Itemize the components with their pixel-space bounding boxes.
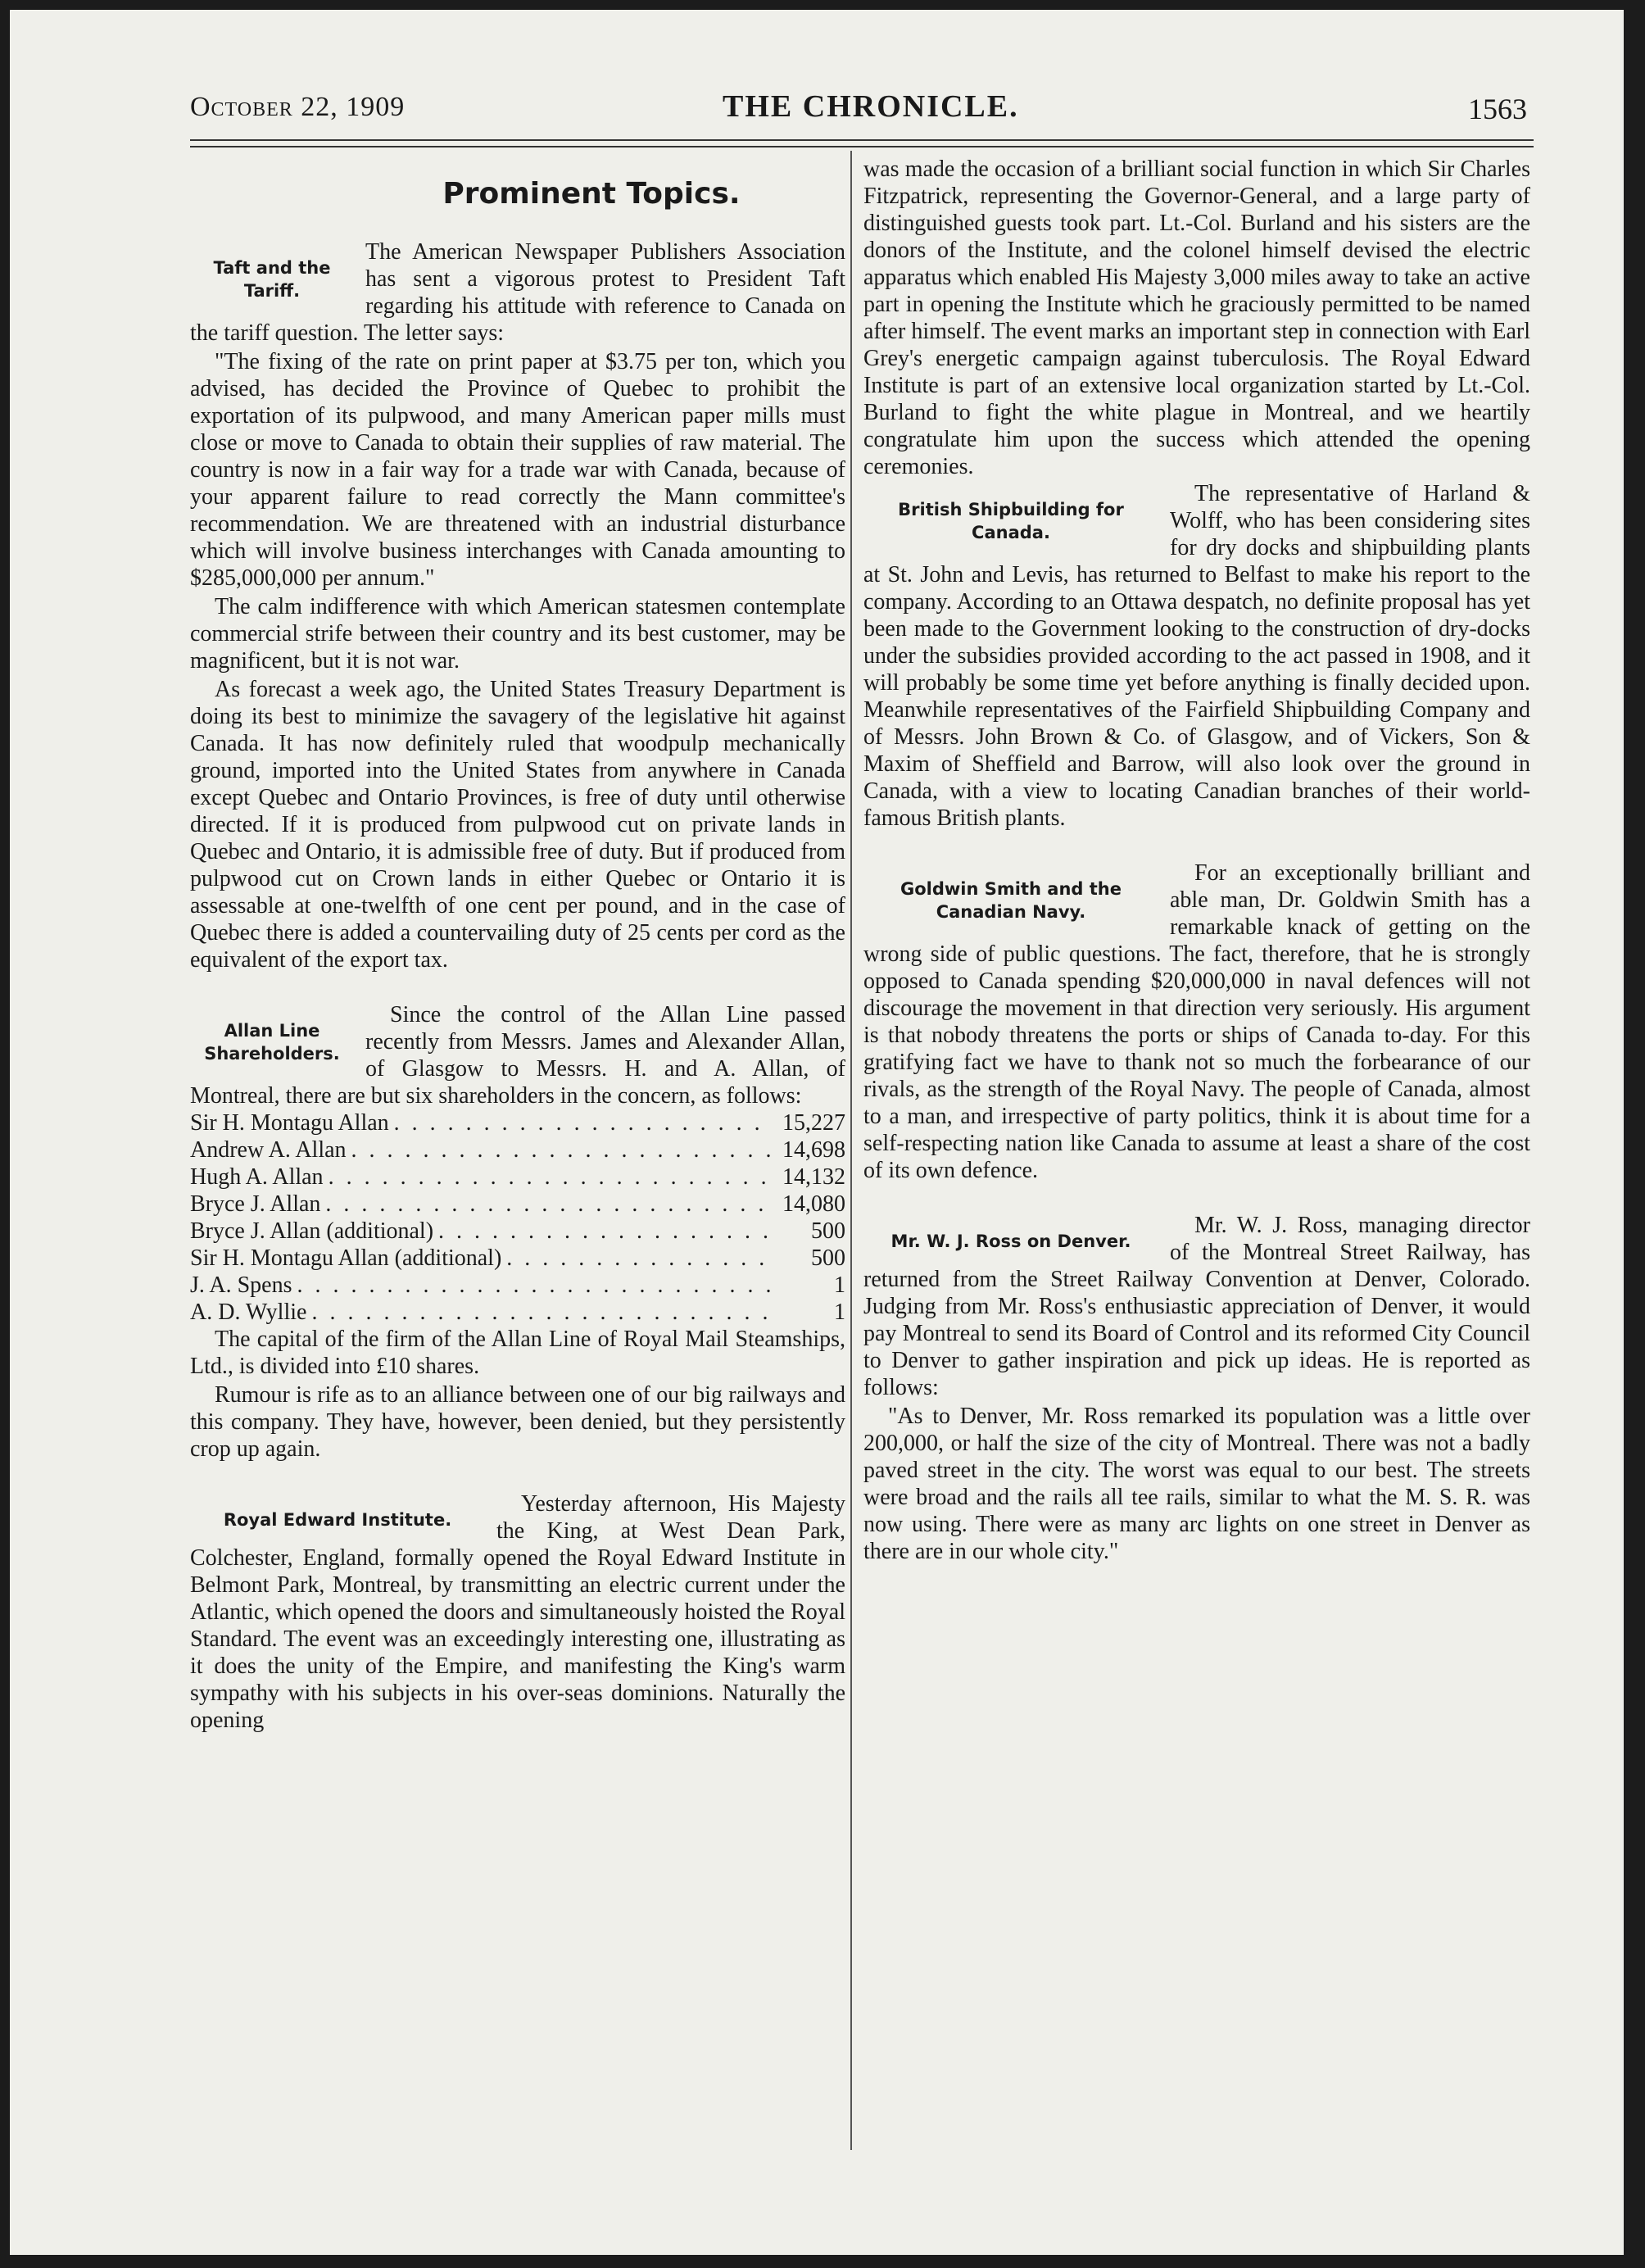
article-allan-line-shareholders — [190, 1001, 845, 1463]
side-heading: Mr. W. J. Ross on Denver. — [890, 1232, 1131, 1251]
shareholder-row — [190, 1163, 845, 1191]
article-paragraph: The American Newspaper Publishers Association has sent a vigorous protest to President Taft regarding his attitude with reference to Canada on the tariff question. The letter says: — [190, 239, 845, 346]
left-column — [190, 156, 845, 1734]
article-goldwin-smith-navy — [863, 860, 1530, 1184]
leader-dots — [433, 1218, 772, 1245]
leader-dots — [389, 1109, 772, 1136]
leader-dots — [501, 1245, 772, 1272]
page-number: 1563 — [1468, 93, 1527, 125]
article-paragraph: Yesterday afternoon, His Majesty the King, at West Dean Park, Colchester, England, formally opened the Royal Edward Institute in Belmont Park, Montreal, by transmitting an electric current under the Atlantic, which opened the doors and simultaneously hoisted the Royal Standard. The event was an exceedingly interesting one, illustrating as it does the unity of the Empire, and manifesting the King's warm sympathy with his subjects in his over-seas dominions. Naturally the opening — [190, 1491, 845, 1733]
article-paragraph: Since the control of the Allan Line passed recently from Messrs. James and Alexander Allan, of Glasgow to Messrs. H. and A. Allan, of Montreal, there are but six shareholders in the concern, as follows: — [190, 1002, 845, 1109]
shareholder-name: Bryce J. Allan (additional) — [190, 1218, 434, 1244]
article-paragraph: As forecast a week ago, the United States Treasury Department is doing its best to minimize the savagery of the legislative hit against Canada. It has now definitely ruled that woodpulp mechanically ground, imported into the United States from anywhere in Canada except Quebec and Ontario Provinces, is free of duty until otherwise directed. If it is produced from pulpwood cut on private lands in Quebec and Ontario, it is admissible free of duty. But if produced from pulpwood cut on Crown lands in either Quebec or Ontario it is assessable at one-twelfth of one cent per pound, and in the case of Quebec there is added a countervailing duty of 25 cents per cord as the equivalent of the export tax. — [190, 677, 845, 973]
article-british-shipbuilding — [863, 480, 1530, 832]
shareholder-name: Sir H. Montagu Allan — [190, 1110, 389, 1136]
article-paragraph: For an exceptionally brilliant and able man, Dr. Goldwin Smith has a remarkable knack of getting on the wrong side of public questions. The fact, therefore, that he is strongly opposed to Canada spending $20,000,000 in naval defences will not discourage the movement in that direction very seriously. His argument is that nobody threatens the ports or ships of Canada to-day. For this gratifying fact we have to thank not so much the forbearance of our rivals, as the strength of the Royal Navy. The people of Canada, almost to a man, and irrespective of party politics, think it is about time for a self-respecting nation like Canada to assume at least a share of the cost of its own defence. — [863, 860, 1530, 1183]
shareholder-list — [190, 1109, 845, 1326]
side-heading: British Shipbuilding for Canada. — [898, 500, 1124, 542]
article-paragraph: "The fixing of the rate on print paper at $3.75 per ton, which you advised, has decided the Province of Quebec to prohibit the exportation of its pulpwood, and many American paper mills must close or move to Canada to obtain their supplies of raw material. The country is now in a fair way for a trade war with Canada, because of your apparent failure to read correctly the Mann committee's recommendation. We are threatened with an industrial disturbance which will involve business interchanges with Canada amounting to $285,000,000 per annum." — [190, 349, 845, 591]
side-heading: Taft and the Tariff. — [213, 258, 331, 301]
shareholder-name: Bryce J. Allan — [190, 1191, 321, 1217]
article-royal-edward-institute — [190, 1490, 845, 1734]
leader-dots — [306, 1299, 772, 1326]
publication-title: THE CHRONICLE. — [723, 89, 1019, 124]
article-taft-and-tariff — [190, 238, 845, 973]
shareholder-name: A. D. Wyllie — [190, 1300, 307, 1325]
side-heading: Goldwin Smith and the Canadian Navy. — [900, 879, 1122, 922]
shareholder-row — [190, 1109, 845, 1136]
running-head — [10, 85, 1624, 134]
shareholder-name: J. A. Spens — [190, 1272, 292, 1298]
article-quote: "As to Denver, Mr. Ross remarked its population was a little over 200,000, or half the size of the city of Montreal. There was not a badly paved street in the city. The worst was equal to our best. The streets were broad and the rails all tee rails, similar to what the M. S. R. was now using. There were as many arc lights on one street in Denver as there are in our whole city." — [863, 1404, 1530, 1564]
article-paragraph: Rumour is rife as to an alliance between one of our big railways and this company. They have, however, been denied, but they persistently crop up again. — [190, 1382, 845, 1462]
section-title: Prominent Topics. — [442, 177, 741, 211]
shareholder-row — [190, 1272, 845, 1299]
leader-dots — [292, 1272, 772, 1299]
article-paragraph: The representative of Harland & Wolff, who has been considering sites for dry docks and shipbuilding plants at St. John and Levis, has returned to Belfast to make his report to the company. According to an Ottawa despatch, no definite proposal has yet been made to the Government looking to the construction of dry-docks under the subsidies provided according to the act passed in 1908, and it will probably be some time yet before anything is finally decided upon. Meanwhile representatives of the Fairfield Shipbuilding Company and of Messrs. John Brown & Co. of Glasgow, and of Vickers, Son & Maxim of Sheffield and Barrow, will also look over the ground in Canada, with a view to locating Canadian branches of their world-famous British plants. — [863, 481, 1530, 831]
article-paragraph: The calm indifference with which American statesmen contemplate commercial strife between their country and its best customer, may be magnificent, but it is not war. — [190, 594, 845, 674]
article-paragraph-continued: was made the occasion of a brilliant social function in which Sir Charles Fitzpatrick, representing the Governor-General, and a large party of distinguished guests took part. Lt.-Col. Burland and his sisters are the donors of the Institute, and the colonel himself devised the electric apparatus which enabled His Majesty 3,000 miles away to take an active part in opening the Institute which he graciously permitted to be named after himself. The event marks an important step in connection with Earl Grey's energetic campaign against tuberculosis. The Royal Edward Institute is part of an extensive local organization started by Lt.-Col. Burland to fight the white plague in Montreal, and we heartily congratulate him upon the success which attended the opening ceremonies. — [863, 156, 1530, 479]
shareholder-shares: 500 — [811, 1245, 845, 1271]
shareholder-shares: 14,698 — [782, 1137, 845, 1163]
header-rule — [190, 146, 1534, 147]
header-rule — [190, 139, 1534, 141]
shareholder-row — [190, 1191, 845, 1218]
side-heading: Royal Edward Institute. — [223, 1510, 452, 1530]
shareholder-shares: 1 — [834, 1272, 845, 1298]
shareholder-row — [190, 1245, 845, 1272]
shareholder-shares: 15,227 — [782, 1110, 845, 1136]
shareholder-shares: 1 — [834, 1300, 845, 1325]
leader-dots — [324, 1163, 772, 1191]
shareholder-row — [190, 1299, 845, 1326]
leader-dots — [320, 1191, 772, 1218]
column-divider — [850, 151, 852, 2150]
leader-dots — [347, 1136, 772, 1163]
shareholder-name: Hugh A. Allan — [190, 1164, 324, 1190]
issue-date: October 22, 1909 — [190, 92, 406, 122]
shareholder-row — [190, 1218, 845, 1245]
article-paragraph: The capital of the firm of the Allan Line of Royal Mail Steamships, Ltd., is divided into £10 shares. — [190, 1327, 845, 1379]
article-paragraph: Mr. W. J. Ross, managing director of the Montreal Street Railway, has returned from the Street Railway Convention at Denver, Colorado. Judging from Mr. Ross's enthusiastic appreciation of Denver, it would pay Montreal to send its Board of Control and its reformed City Council to Denver to gather inspiration and pick up ideas. He is reported as follows: — [863, 1213, 1530, 1400]
shareholder-row — [190, 1136, 845, 1163]
right-column — [863, 156, 1530, 1565]
shareholder-name: Andrew A. Allan — [190, 1137, 347, 1163]
shareholder-name: Sir H. Montagu Allan (additional) — [190, 1245, 502, 1271]
newspaper-page — [10, 10, 1624, 2255]
shareholder-shares: 14,080 — [782, 1191, 845, 1217]
shareholder-shares: 14,132 — [782, 1164, 845, 1190]
shareholder-shares: 500 — [811, 1218, 845, 1244]
side-heading: Allan Line Shareholders. — [204, 1021, 340, 1064]
article-ross-on-denver — [863, 1212, 1530, 1565]
